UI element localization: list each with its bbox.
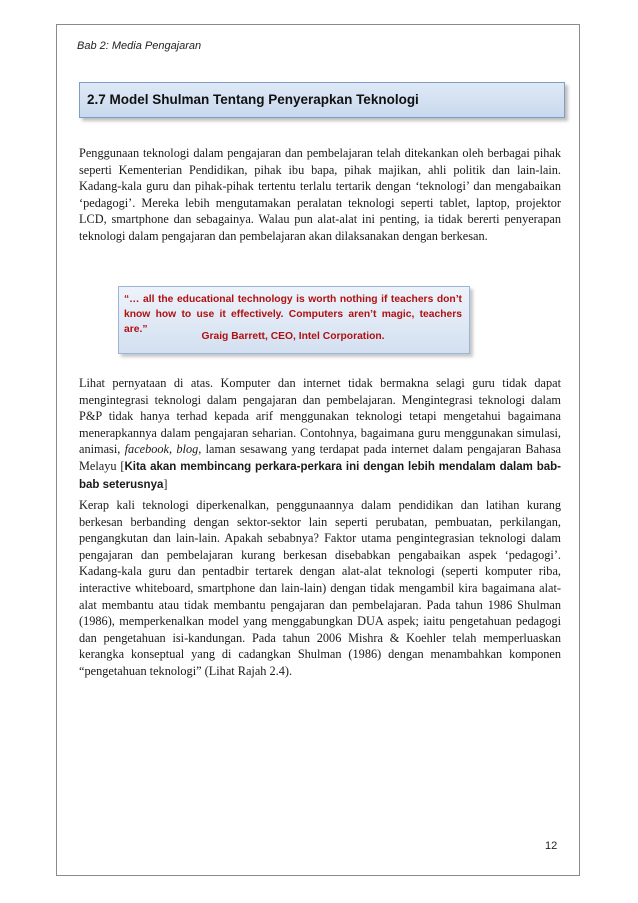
paragraph-text: , laman sesawang yang terdapat pada internet dalam pengajaran Bahasa Melayu [ [79,442,561,473]
paragraph-statement [79,375,561,493]
paragraph-text: ] [163,476,168,491]
paragraph-text: , [169,442,177,457]
quote-text: “… all the educational technology is worth nothing if teachers don’t know how to use it effectively. Computers aren’t magic, teachers are.” [124,294,462,335]
term-blog: blog [176,442,199,457]
bold-note: Kita akan membincang perkara-perkara ini dengan lebih mendalam dalam bab-bab seterusnya [79,460,561,491]
section-heading-box [79,82,565,118]
quote-box [118,286,470,354]
paragraph-intro: Penggunaan teknologi dalam pengajaran dan pembelajaran telah ditekankan oleh berbagai pihak seperti Kementerian Pendidikan, pihak ibu bapa, pihak majikan, ahli politik dan lain-lain. Kadang-kala guru dan pihak-pihak tertentu terlalu tertarik dengan ‘teknologi’ dan mengabaikan ‘pedagogi’. Mereka lebih mengutamakan peralatan teknologi seperti tablet, laptop, projektor LCD, smartphone dan sebagainya. Walau pun alat-alat ini penting, ia tidak bererti penyerapan teknologi dalam pengajaran dan pembelajaran akan dilaksanakan dengan berkesan. [79,146,561,243]
page-number: 12 [545,840,558,852]
paragraph-shulman: Kerap kali teknologi diperkenalkan, penggunaannya dalam pendidikan dan latihan kurang berkesan berbanding dengan sektor-sektor lain seperti perubatan, pembuatan, perkilangan, pengangkutan dan lain-lain. Apakah sebabnya? Faktor utama pengintegrasian teknologi dalam pengajaran dan pembelajaran kurang berkesan disebabkan pengabaikan aspek ‘pedagogi’. Kadang-kala guru dan pentadbir tertarek dengan alat-alat teknologi (seperti komputer riba, interactive whiteboard, smartphone dan lain-lain) dengan tidak mengambil kira bagaimana alat-alat membantu atau tidak membantu pengajaran dan pembelajaran. Pada tahun 1986 Shulman (1986), memperkenalkan model yang menggabungkan DUA aspek; iaitu pengetahuan pedagogi dan pengetahuan isi-kandungan. Pada tahun 2006 Mishra & Koehler telah memperluaskan kerangka konseptual yang di cadangkan Shulman (1986) dengan menambahkan komponen “pengetahuan teknologi” (Lihat Rajah 2.4). [79,498,561,678]
term-facebook: facebook [124,442,170,457]
section-title: 2.7 Model Shulman Tentang Penyerapkan Teknologi [87,92,419,107]
running-header: Bab 2: Media Pengajaran [77,40,202,52]
paragraph-text: Lihat pernyataan di atas. Komputer dan internet tidak bermakna selagi guru tidak dapat mengintegrasi teknologi dalam pengajaran dan pembelajaran. Mengintegrasi teknologi dalam P&P tidak hanya terhad kepada arif menggunakan teknologi tetapi mengetahui bagaimana menerapkannya dalam pengajaran seharian. Contohnya, bagaimana guru menggunakan simulasi, animasi, [79,376,561,457]
quote-attribution: Graig Barrett, CEO, Intel Corporation. [201,331,385,342]
